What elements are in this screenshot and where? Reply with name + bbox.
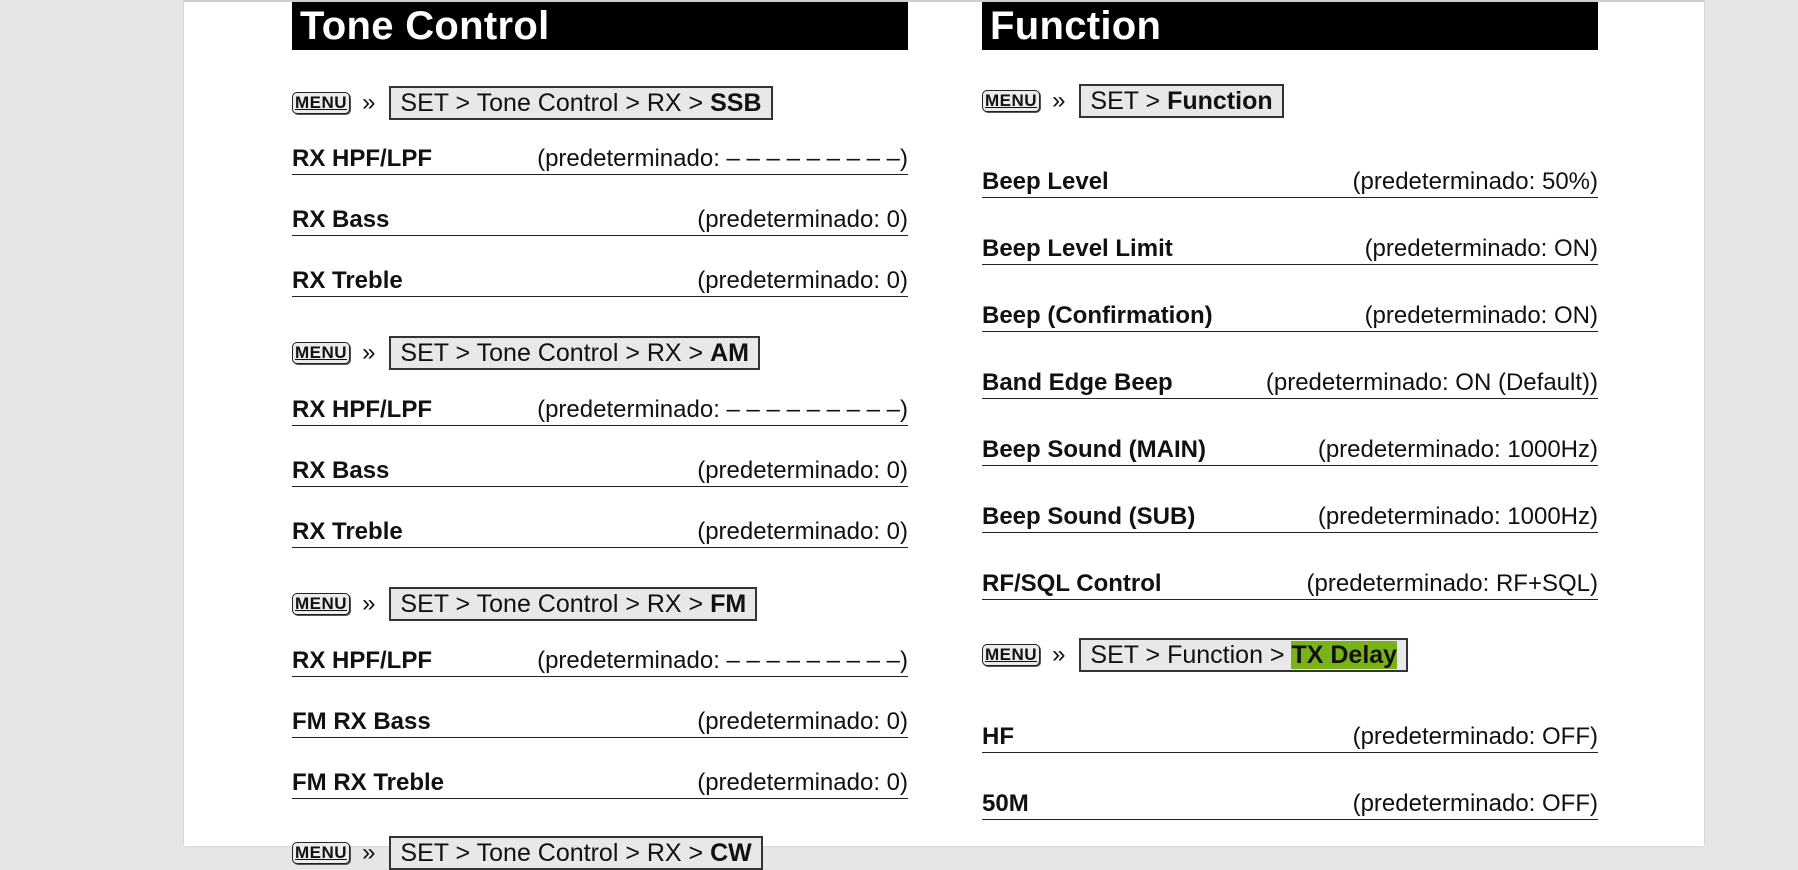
path-mode: SSB (710, 89, 762, 117)
setting-default: (predeterminado: 1000Hz) (1317, 436, 1598, 463)
setting-default: (predeterminado: OFF) (1352, 790, 1598, 817)
path-separator: » (362, 339, 376, 366)
menu-key-icon: MENU (292, 842, 350, 864)
setting-label: RX Bass (292, 457, 390, 484)
setting-label: RX Treble (292, 518, 403, 545)
menu-path-box (1079, 638, 1408, 672)
menu-key-icon: MENU (292, 593, 350, 615)
menu-path-box (1079, 84, 1283, 118)
setting-row (292, 268, 908, 297)
setting-label: Band Edge Beep (982, 369, 1173, 396)
setting-default: (predeterminado: 0) (697, 708, 908, 735)
path-highlighted-term: TX Delay (1291, 641, 1398, 669)
path-prefix: SET > (1090, 87, 1168, 115)
setting-label: Beep Sound (MAIN) (982, 436, 1206, 463)
function-column (982, 2, 1598, 817)
setting-row (292, 770, 908, 799)
menu-key-icon: MENU (292, 92, 350, 114)
setting-label: Beep (Confirmation) (982, 302, 1213, 329)
section-title-tone-control: Tone Control (292, 2, 908, 50)
path-prefix: SET > Function > (1090, 641, 1292, 669)
menu-path-ssb (292, 86, 773, 120)
setting-row (982, 724, 1598, 753)
setting-row (982, 571, 1598, 600)
path-separator: » (1052, 87, 1066, 114)
path-mode: FM (710, 590, 747, 618)
setting-label: Beep Level (982, 168, 1109, 195)
path-mode: AM (710, 339, 749, 367)
setting-row (292, 146, 908, 175)
path-prefix: SET > Tone Control > RX > (400, 839, 711, 867)
setting-row (982, 504, 1598, 533)
setting-label: RX HPF/LPF (292, 647, 433, 674)
setting-label: Beep Sound (SUB) (982, 503, 1196, 530)
setting-default: (predeterminado: – – – – – – – – –) (537, 145, 908, 172)
setting-default: (predeterminado: 0) (697, 769, 908, 796)
menu-path-cw (292, 836, 763, 870)
path-prefix: SET > Tone Control > RX > (400, 89, 711, 117)
menu-key-icon: MENU (982, 90, 1040, 112)
setting-default: (predeterminado: – – – – – – – – –) (537, 647, 908, 674)
section-title-function: Function (982, 2, 1598, 50)
setting-label: RX Treble (292, 267, 403, 294)
setting-row (292, 648, 908, 677)
menu-key-icon: MENU (982, 644, 1040, 666)
manual-page (184, 0, 1704, 867)
path-separator: » (362, 590, 376, 617)
path-mode: CW (710, 839, 752, 867)
menu-path-fm (292, 587, 757, 621)
menu-path-am (292, 336, 760, 370)
tone-control-column (292, 2, 908, 867)
setting-row (982, 437, 1598, 466)
path-prefix: SET > Tone Control > RX > (400, 339, 711, 367)
setting-label: RX HPF/LPF (292, 396, 433, 423)
setting-row (292, 207, 908, 236)
setting-default: (predeterminado: RF+SQL) (1306, 570, 1598, 597)
setting-default: (predeterminado: 1000Hz) (1317, 503, 1598, 530)
setting-label: RF/SQL Control (982, 570, 1162, 597)
path-separator: » (362, 839, 376, 866)
setting-label: FM RX Treble (292, 769, 445, 796)
menu-path-function (982, 84, 1284, 118)
menu-path-box (389, 836, 762, 870)
setting-label: RX Bass (292, 206, 390, 233)
setting-default: (predeterminado: 0) (697, 518, 908, 545)
setting-row (982, 169, 1598, 198)
path-separator: » (362, 89, 376, 116)
setting-label: HF (982, 723, 1014, 750)
setting-row (292, 458, 908, 487)
setting-row (982, 303, 1598, 332)
setting-label: Beep Level Limit (982, 235, 1173, 262)
setting-default: (predeterminado: ON (Default)) (1265, 369, 1598, 396)
menu-key-icon: MENU (292, 342, 350, 364)
setting-label: RX HPF/LPF (292, 145, 433, 172)
setting-default: (predeterminado: 0) (697, 267, 908, 294)
setting-row (292, 709, 908, 738)
setting-row (292, 519, 908, 548)
setting-default: (predeterminado: 50%) (1352, 168, 1598, 195)
path-prefix: SET > Tone Control > RX > (400, 590, 711, 618)
setting-default: (predeterminado: 0) (697, 206, 908, 233)
menu-path-box (389, 86, 772, 120)
setting-default: (predeterminado: OFF) (1352, 723, 1598, 750)
setting-default: (predeterminado: – – – – – – – – –) (537, 396, 908, 423)
path-separator: » (1052, 641, 1066, 668)
path-mode: Function (1167, 87, 1273, 115)
menu-path-box (389, 336, 760, 370)
setting-label: 50M (982, 790, 1029, 817)
setting-row (292, 397, 908, 426)
setting-row (982, 236, 1598, 265)
setting-default: (predeterminado: ON) (1364, 302, 1598, 329)
menu-path-tx-delay (982, 638, 1408, 672)
setting-row (982, 791, 1598, 820)
menu-path-box (389, 587, 757, 621)
setting-row (982, 370, 1598, 399)
setting-default: (predeterminado: 0) (697, 457, 908, 484)
setting-label: FM RX Bass (292, 708, 431, 735)
setting-default: (predeterminado: ON) (1364, 235, 1598, 262)
